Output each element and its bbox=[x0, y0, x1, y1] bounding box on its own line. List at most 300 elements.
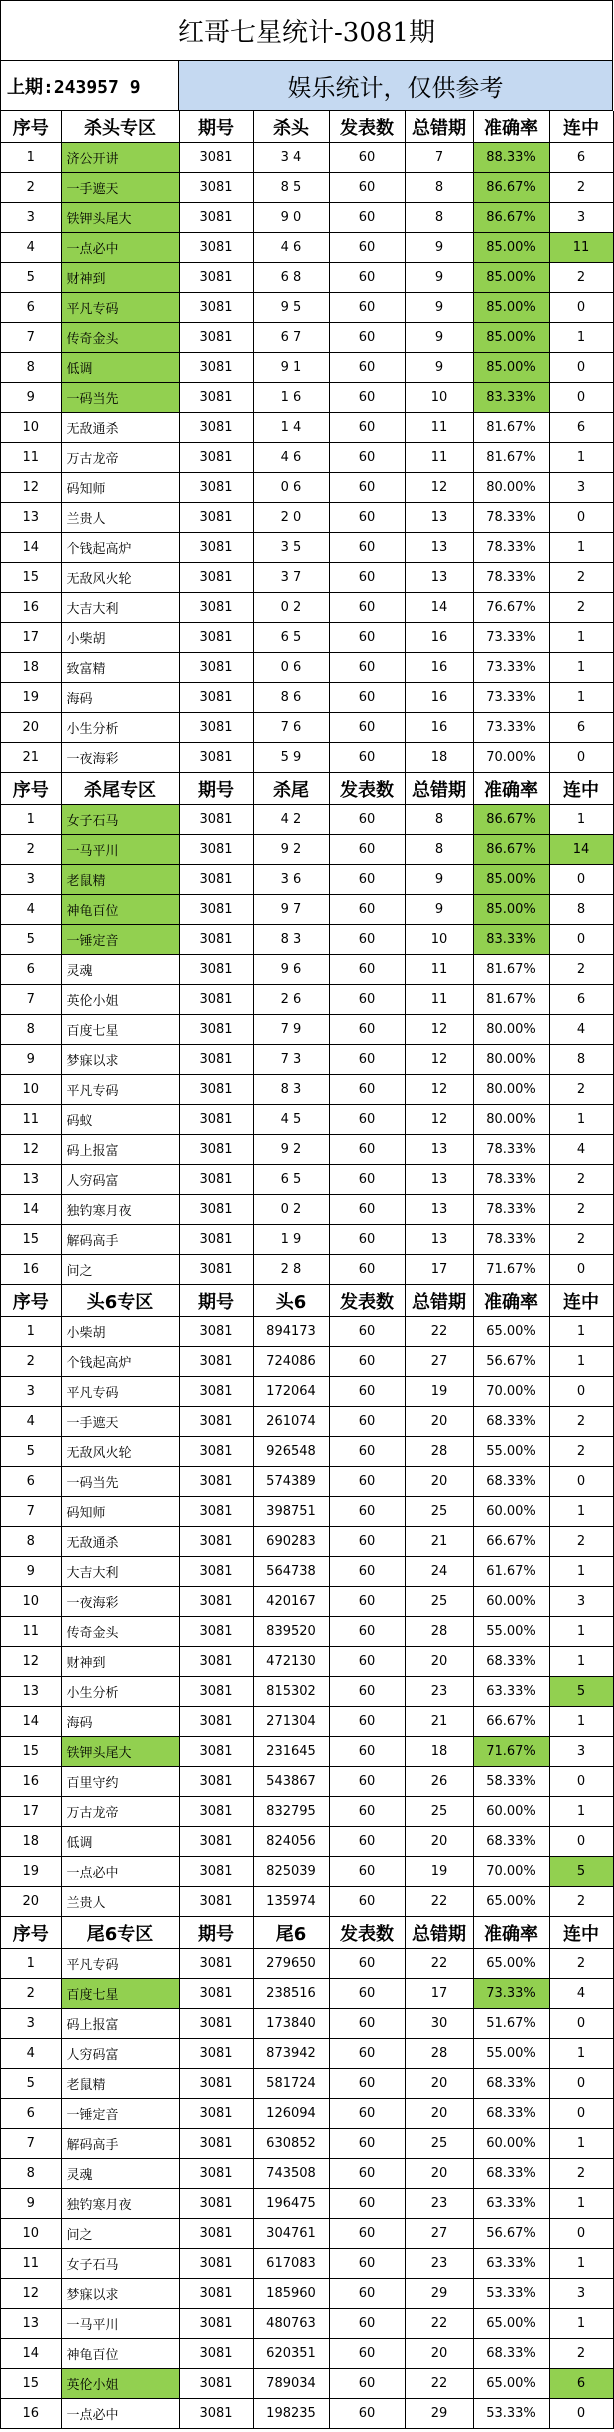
win-streak-cell: 1 bbox=[549, 2189, 613, 2219]
error-count-cell: 22 bbox=[405, 1317, 473, 1347]
row-number-cell: 11 bbox=[1, 1617, 61, 1647]
win-streak-cell: 0 bbox=[549, 743, 613, 773]
post-count-cell: 60 bbox=[329, 533, 405, 563]
table-row bbox=[1, 2309, 613, 2339]
pick-value-cell: 1 6 bbox=[253, 383, 329, 413]
pick-value-cell: 543867 bbox=[253, 1767, 329, 1797]
pick-value-cell: 4 2 bbox=[253, 805, 329, 835]
accuracy-rate-cell: 80.00% bbox=[473, 1015, 549, 1045]
post-count-cell: 60 bbox=[329, 2129, 405, 2159]
row-number-cell: 21 bbox=[1, 743, 61, 773]
expert-name-cell: 兰贵人 bbox=[61, 503, 179, 533]
expert-name-cell: 一夜海彩 bbox=[61, 743, 179, 773]
table-row bbox=[1, 1407, 613, 1437]
row-number-cell: 4 bbox=[1, 2039, 61, 2069]
post-count-cell: 60 bbox=[329, 293, 405, 323]
row-number-cell: 8 bbox=[1, 1015, 61, 1045]
last-issue-result: 上期:243957 9 bbox=[1, 61, 179, 110]
row-number-cell: 12 bbox=[1, 1135, 61, 1165]
table-row bbox=[1, 2399, 613, 2429]
row-number-cell: 1 bbox=[1, 143, 61, 173]
win-streak-cell: 3 bbox=[549, 1587, 613, 1617]
win-streak-cell: 5 bbox=[549, 1677, 613, 1707]
pick-value-cell: 824056 bbox=[253, 1827, 329, 1857]
expert-name-cell: 解码高手 bbox=[61, 2129, 179, 2159]
accuracy-rate-cell: 85.00% bbox=[473, 233, 549, 263]
win-streak-cell: 1 bbox=[549, 2129, 613, 2159]
row-number-cell: 2 bbox=[1, 173, 61, 203]
issue-number-cell: 3081 bbox=[179, 1347, 253, 1377]
column-header-error-count: 总错期 bbox=[405, 773, 473, 805]
pick-value-cell: 9 1 bbox=[253, 353, 329, 383]
win-streak-cell: 0 bbox=[549, 503, 613, 533]
post-count-cell: 60 bbox=[329, 2159, 405, 2189]
row-number-cell: 13 bbox=[1, 503, 61, 533]
row-number-cell: 6 bbox=[1, 955, 61, 985]
pick-value-cell: 3 6 bbox=[253, 865, 329, 895]
issue-number-cell: 3081 bbox=[179, 2249, 253, 2279]
pick-value-cell: 630852 bbox=[253, 2129, 329, 2159]
issue-number-cell: 3081 bbox=[179, 1677, 253, 1707]
post-count-cell: 60 bbox=[329, 1527, 405, 1557]
expert-name-cell: 人穷码富 bbox=[61, 1165, 179, 1195]
table-row bbox=[1, 2369, 613, 2399]
win-streak-cell: 4 bbox=[549, 1979, 613, 2009]
issue-number-cell: 3081 bbox=[179, 713, 253, 743]
row-number-cell: 12 bbox=[1, 473, 61, 503]
table-row bbox=[1, 895, 613, 925]
accuracy-rate-cell: 73.33% bbox=[473, 1979, 549, 2009]
accuracy-rate-cell: 78.33% bbox=[473, 1165, 549, 1195]
post-count-cell: 60 bbox=[329, 593, 405, 623]
win-streak-cell: 6 bbox=[549, 143, 613, 173]
column-header-post-count: 发表数 bbox=[329, 773, 405, 805]
error-count-cell: 8 bbox=[405, 173, 473, 203]
table-row bbox=[1, 233, 613, 263]
accuracy-rate-cell: 86.67% bbox=[473, 173, 549, 203]
pick-value-cell: 135974 bbox=[253, 1887, 329, 1917]
error-count-cell: 21 bbox=[405, 1707, 473, 1737]
issue-number-cell: 3081 bbox=[179, 1317, 253, 1347]
row-number-cell: 20 bbox=[1, 1887, 61, 1917]
post-count-cell: 60 bbox=[329, 1165, 405, 1195]
post-count-cell: 60 bbox=[329, 835, 405, 865]
column-header-post-count: 发表数 bbox=[329, 111, 405, 143]
issue-number-cell: 3081 bbox=[179, 1887, 253, 1917]
column-header-accuracy-rate: 准确率 bbox=[473, 1285, 549, 1317]
issue-number-cell: 3081 bbox=[179, 683, 253, 713]
pick-value-cell: 185960 bbox=[253, 2279, 329, 2309]
page-title: 红哥七星统计-3081期 bbox=[1, 1, 613, 61]
win-streak-cell: 2 bbox=[549, 2339, 613, 2369]
issue-number-cell: 3081 bbox=[179, 1737, 253, 1767]
error-count-cell: 11 bbox=[405, 985, 473, 1015]
column-header-expert-name: 杀头专区 bbox=[61, 111, 179, 143]
row-number-cell: 16 bbox=[1, 1767, 61, 1797]
column-header-post-count: 发表数 bbox=[329, 1285, 405, 1317]
row-number-cell: 4 bbox=[1, 895, 61, 925]
issue-number-cell: 3081 bbox=[179, 1587, 253, 1617]
pick-value-cell: 832795 bbox=[253, 1797, 329, 1827]
table-row bbox=[1, 805, 613, 835]
expert-name-cell: 海码 bbox=[61, 1707, 179, 1737]
expert-name-cell: 独钓寒月夜 bbox=[61, 2189, 179, 2219]
win-streak-cell: 4 bbox=[549, 1015, 613, 1045]
issue-number-cell: 3081 bbox=[179, 985, 253, 1015]
pick-value-cell: 789034 bbox=[253, 2369, 329, 2399]
table-row bbox=[1, 1015, 613, 1045]
win-streak-cell: 1 bbox=[549, 1557, 613, 1587]
pick-value-cell: 271304 bbox=[253, 1707, 329, 1737]
expert-name-cell: 铁钾头尾大 bbox=[61, 1737, 179, 1767]
win-streak-cell: 1 bbox=[549, 1347, 613, 1377]
issue-number-cell: 3081 bbox=[179, 653, 253, 683]
stats-table bbox=[1, 111, 614, 2429]
table-row bbox=[1, 1467, 613, 1497]
accuracy-rate-cell: 55.00% bbox=[473, 2039, 549, 2069]
expert-name-cell: 一点必中 bbox=[61, 2399, 179, 2429]
section-header-row bbox=[1, 111, 613, 143]
expert-name-cell: 百里守约 bbox=[61, 1767, 179, 1797]
table-row bbox=[1, 383, 613, 413]
accuracy-rate-cell: 60.00% bbox=[473, 1587, 549, 1617]
expert-name-cell: 财神到 bbox=[61, 1647, 179, 1677]
post-count-cell: 60 bbox=[329, 413, 405, 443]
issue-number-cell: 3081 bbox=[179, 1075, 253, 1105]
accuracy-rate-cell: 81.67% bbox=[473, 955, 549, 985]
issue-number-cell: 3081 bbox=[179, 2219, 253, 2249]
expert-name-cell: 一点必中 bbox=[61, 1857, 179, 1887]
table-row bbox=[1, 835, 613, 865]
accuracy-rate-cell: 53.33% bbox=[473, 2399, 549, 2429]
expert-name-cell: 低调 bbox=[61, 353, 179, 383]
expert-name-cell: 海码 bbox=[61, 683, 179, 713]
column-header-pick-value: 杀头 bbox=[253, 111, 329, 143]
error-count-cell: 7 bbox=[405, 143, 473, 173]
row-number-cell: 20 bbox=[1, 713, 61, 743]
row-number-cell: 11 bbox=[1, 443, 61, 473]
error-count-cell: 27 bbox=[405, 2219, 473, 2249]
error-count-cell: 9 bbox=[405, 865, 473, 895]
accuracy-rate-cell: 86.67% bbox=[473, 805, 549, 835]
win-streak-cell: 1 bbox=[549, 805, 613, 835]
win-streak-cell: 0 bbox=[549, 1377, 613, 1407]
win-streak-cell: 3 bbox=[549, 203, 613, 233]
table-row bbox=[1, 1135, 613, 1165]
win-streak-cell: 0 bbox=[549, 2099, 613, 2129]
pick-value-cell: 894173 bbox=[253, 1317, 329, 1347]
expert-name-cell: 万古龙帝 bbox=[61, 1797, 179, 1827]
win-streak-cell: 6 bbox=[549, 413, 613, 443]
issue-number-cell: 3081 bbox=[179, 895, 253, 925]
pick-value-cell: 5 9 bbox=[253, 743, 329, 773]
accuracy-rate-cell: 55.00% bbox=[473, 1437, 549, 1467]
error-count-cell: 28 bbox=[405, 1617, 473, 1647]
error-count-cell: 29 bbox=[405, 2399, 473, 2429]
issue-number-cell: 3081 bbox=[179, 1827, 253, 1857]
win-streak-cell: 0 bbox=[549, 2399, 613, 2429]
expert-name-cell: 码上报富 bbox=[61, 1135, 179, 1165]
issue-number-cell: 3081 bbox=[179, 1467, 253, 1497]
row-number-cell: 3 bbox=[1, 2009, 61, 2039]
error-count-cell: 9 bbox=[405, 323, 473, 353]
table-row bbox=[1, 1647, 613, 1677]
error-count-cell: 25 bbox=[405, 2129, 473, 2159]
win-streak-cell: 0 bbox=[549, 865, 613, 895]
issue-number-cell: 3081 bbox=[179, 2189, 253, 2219]
table-row bbox=[1, 293, 613, 323]
error-count-cell: 17 bbox=[405, 1255, 473, 1285]
table-row bbox=[1, 623, 613, 653]
post-count-cell: 60 bbox=[329, 895, 405, 925]
table-row bbox=[1, 2189, 613, 2219]
accuracy-rate-cell: 65.00% bbox=[473, 1949, 549, 1979]
table-row bbox=[1, 1347, 613, 1377]
table-row bbox=[1, 1949, 613, 1979]
pick-value-cell: 2 0 bbox=[253, 503, 329, 533]
expert-name-cell: 兰贵人 bbox=[61, 1887, 179, 1917]
table-row bbox=[1, 1617, 613, 1647]
win-streak-cell: 1 bbox=[549, 2309, 613, 2339]
post-count-cell: 60 bbox=[329, 2009, 405, 2039]
row-number-cell: 18 bbox=[1, 1827, 61, 1857]
row-number-cell: 5 bbox=[1, 925, 61, 955]
post-count-cell: 60 bbox=[329, 1979, 405, 2009]
row-number-cell: 4 bbox=[1, 233, 61, 263]
pick-value-cell: 198235 bbox=[253, 2399, 329, 2429]
post-count-cell: 60 bbox=[329, 383, 405, 413]
win-streak-cell: 0 bbox=[549, 925, 613, 955]
expert-name-cell: 致富精 bbox=[61, 653, 179, 683]
issue-number-cell: 3081 bbox=[179, 1857, 253, 1887]
issue-number-cell: 3081 bbox=[179, 1377, 253, 1407]
column-header-issue-number: 期号 bbox=[179, 1285, 253, 1317]
row-number-cell: 10 bbox=[1, 413, 61, 443]
post-count-cell: 60 bbox=[329, 2309, 405, 2339]
post-count-cell: 60 bbox=[329, 503, 405, 533]
pick-value-cell: 724086 bbox=[253, 1347, 329, 1377]
row-number-cell: 1 bbox=[1, 805, 61, 835]
post-count-cell: 60 bbox=[329, 203, 405, 233]
table-row bbox=[1, 1857, 613, 1887]
accuracy-rate-cell: 55.00% bbox=[473, 1617, 549, 1647]
post-count-cell: 60 bbox=[329, 713, 405, 743]
pick-value-cell: 9 7 bbox=[253, 895, 329, 925]
row-number-cell: 13 bbox=[1, 1165, 61, 1195]
post-count-cell: 60 bbox=[329, 1707, 405, 1737]
issue-number-cell: 3081 bbox=[179, 143, 253, 173]
win-streak-cell: 0 bbox=[549, 293, 613, 323]
error-count-cell: 12 bbox=[405, 1075, 473, 1105]
accuracy-rate-cell: 78.33% bbox=[473, 503, 549, 533]
expert-name-cell: 平凡专码 bbox=[61, 293, 179, 323]
pick-value-cell: 8 6 bbox=[253, 683, 329, 713]
accuracy-rate-cell: 68.33% bbox=[473, 2099, 549, 2129]
table-row bbox=[1, 713, 613, 743]
accuracy-rate-cell: 78.33% bbox=[473, 1195, 549, 1225]
table-row bbox=[1, 2129, 613, 2159]
issue-number-cell: 3081 bbox=[179, 173, 253, 203]
row-number-cell: 9 bbox=[1, 2189, 61, 2219]
expert-name-cell: 大吉大利 bbox=[61, 1557, 179, 1587]
win-streak-cell: 2 bbox=[549, 563, 613, 593]
row-number-cell: 14 bbox=[1, 1707, 61, 1737]
accuracy-rate-cell: 65.00% bbox=[473, 1317, 549, 1347]
pick-value-cell: 172064 bbox=[253, 1377, 329, 1407]
win-streak-cell: 0 bbox=[549, 1767, 613, 1797]
error-count-cell: 28 bbox=[405, 2039, 473, 2069]
post-count-cell: 60 bbox=[329, 1767, 405, 1797]
post-count-cell: 60 bbox=[329, 1737, 405, 1767]
post-count-cell: 60 bbox=[329, 353, 405, 383]
issue-number-cell: 3081 bbox=[179, 1497, 253, 1527]
error-count-cell: 20 bbox=[405, 1467, 473, 1497]
win-streak-cell: 1 bbox=[549, 1647, 613, 1677]
row-number-cell: 18 bbox=[1, 653, 61, 683]
accuracy-rate-cell: 68.33% bbox=[473, 1647, 549, 1677]
table-row bbox=[1, 1255, 613, 1285]
error-count-cell: 9 bbox=[405, 263, 473, 293]
pick-value-cell: 8 3 bbox=[253, 925, 329, 955]
accuracy-rate-cell: 68.33% bbox=[473, 2069, 549, 2099]
win-streak-cell: 8 bbox=[549, 895, 613, 925]
win-streak-cell: 6 bbox=[549, 2369, 613, 2399]
accuracy-rate-cell: 65.00% bbox=[473, 2369, 549, 2399]
expert-name-cell: 问之 bbox=[61, 2219, 179, 2249]
accuracy-rate-cell: 61.67% bbox=[473, 1557, 549, 1587]
post-count-cell: 60 bbox=[329, 1617, 405, 1647]
issue-number-cell: 3081 bbox=[179, 2399, 253, 2429]
row-number-cell: 5 bbox=[1, 1437, 61, 1467]
error-count-cell: 11 bbox=[405, 443, 473, 473]
expert-name-cell: 一点必中 bbox=[61, 233, 179, 263]
row-number-cell: 14 bbox=[1, 1195, 61, 1225]
expert-name-cell: 平凡专码 bbox=[61, 1075, 179, 1105]
error-count-cell: 12 bbox=[405, 1045, 473, 1075]
row-number-cell: 4 bbox=[1, 1407, 61, 1437]
issue-number-cell: 3081 bbox=[179, 1707, 253, 1737]
column-header-win-streak: 连中 bbox=[549, 1285, 613, 1317]
row-number-cell: 12 bbox=[1, 2279, 61, 2309]
column-header-row-number: 序号 bbox=[1, 1917, 61, 1949]
column-header-win-streak: 连中 bbox=[549, 111, 613, 143]
pick-value-cell: 581724 bbox=[253, 2069, 329, 2099]
issue-number-cell: 3081 bbox=[179, 323, 253, 353]
error-count-cell: 14 bbox=[405, 593, 473, 623]
issue-number-cell: 3081 bbox=[179, 2279, 253, 2309]
pick-value-cell: 2 6 bbox=[253, 985, 329, 1015]
table-row bbox=[1, 2279, 613, 2309]
error-count-cell: 25 bbox=[405, 1497, 473, 1527]
expert-name-cell: 一手遮天 bbox=[61, 173, 179, 203]
table-row bbox=[1, 2039, 613, 2069]
column-header-pick-value: 尾6 bbox=[253, 1917, 329, 1949]
post-count-cell: 60 bbox=[329, 805, 405, 835]
post-count-cell: 60 bbox=[329, 1347, 405, 1377]
win-streak-cell: 6 bbox=[549, 985, 613, 1015]
accuracy-rate-cell: 58.33% bbox=[473, 1767, 549, 1797]
row-number-cell: 9 bbox=[1, 1557, 61, 1587]
accuracy-rate-cell: 73.33% bbox=[473, 683, 549, 713]
expert-name-cell: 梦寐以求 bbox=[61, 1045, 179, 1075]
expert-name-cell: 英伦小姐 bbox=[61, 2369, 179, 2399]
accuracy-rate-cell: 53.33% bbox=[473, 2279, 549, 2309]
issue-number-cell: 3081 bbox=[179, 1407, 253, 1437]
accuracy-rate-cell: 88.33% bbox=[473, 143, 549, 173]
pick-value-cell: 398751 bbox=[253, 1497, 329, 1527]
pick-value-cell: 6 7 bbox=[253, 323, 329, 353]
post-count-cell: 60 bbox=[329, 2279, 405, 2309]
accuracy-rate-cell: 71.67% bbox=[473, 1255, 549, 1285]
table-row bbox=[1, 593, 613, 623]
win-streak-cell: 2 bbox=[549, 1075, 613, 1105]
error-count-cell: 22 bbox=[405, 2309, 473, 2339]
win-streak-cell: 0 bbox=[549, 1255, 613, 1285]
win-streak-cell: 2 bbox=[549, 1887, 613, 1917]
expert-name-cell: 传奇金头 bbox=[61, 1617, 179, 1647]
pick-value-cell: 7 9 bbox=[253, 1015, 329, 1045]
expert-name-cell: 平凡专码 bbox=[61, 1377, 179, 1407]
error-count-cell: 20 bbox=[405, 2159, 473, 2189]
accuracy-rate-cell: 86.67% bbox=[473, 835, 549, 865]
post-count-cell: 60 bbox=[329, 2219, 405, 2249]
post-count-cell: 60 bbox=[329, 1949, 405, 1979]
post-count-cell: 60 bbox=[329, 2339, 405, 2369]
pick-value-cell: 743508 bbox=[253, 2159, 329, 2189]
table-row bbox=[1, 503, 613, 533]
accuracy-rate-cell: 71.67% bbox=[473, 1737, 549, 1767]
error-count-cell: 22 bbox=[405, 1887, 473, 1917]
expert-name-cell: 码知师 bbox=[61, 473, 179, 503]
table-row bbox=[1, 143, 613, 173]
issue-number-cell: 3081 bbox=[179, 503, 253, 533]
column-header-row-number: 序号 bbox=[1, 773, 61, 805]
accuracy-rate-cell: 60.00% bbox=[473, 1797, 549, 1827]
row-number-cell: 8 bbox=[1, 1527, 61, 1557]
column-header-issue-number: 期号 bbox=[179, 111, 253, 143]
error-count-cell: 8 bbox=[405, 805, 473, 835]
accuracy-rate-cell: 70.00% bbox=[473, 1857, 549, 1887]
issue-number-cell: 3081 bbox=[179, 1015, 253, 1045]
win-streak-cell: 2 bbox=[549, 1527, 613, 1557]
column-header-expert-name: 头6专区 bbox=[61, 1285, 179, 1317]
post-count-cell: 60 bbox=[329, 1557, 405, 1587]
post-count-cell: 60 bbox=[329, 1677, 405, 1707]
expert-name-cell: 万古龙帝 bbox=[61, 443, 179, 473]
error-count-cell: 11 bbox=[405, 413, 473, 443]
accuracy-rate-cell: 68.33% bbox=[473, 2339, 549, 2369]
issue-number-cell: 3081 bbox=[179, 1225, 253, 1255]
expert-name-cell: 低调 bbox=[61, 1827, 179, 1857]
expert-name-cell: 一码当先 bbox=[61, 1467, 179, 1497]
issue-number-cell: 3081 bbox=[179, 925, 253, 955]
table-row bbox=[1, 1887, 613, 1917]
pick-value-cell: 238516 bbox=[253, 1979, 329, 2009]
expert-name-cell: 老鼠精 bbox=[61, 865, 179, 895]
issue-number-cell: 3081 bbox=[179, 263, 253, 293]
pick-value-cell: 1 9 bbox=[253, 1225, 329, 1255]
accuracy-rate-cell: 78.33% bbox=[473, 533, 549, 563]
win-streak-cell: 1 bbox=[549, 323, 613, 353]
error-count-cell: 16 bbox=[405, 713, 473, 743]
table-row bbox=[1, 533, 613, 563]
expert-name-cell: 人穷码富 bbox=[61, 2039, 179, 2069]
pick-value-cell: 6 5 bbox=[253, 623, 329, 653]
win-streak-cell: 1 bbox=[549, 1797, 613, 1827]
error-count-cell: 12 bbox=[405, 473, 473, 503]
expert-name-cell: 无敌风火轮 bbox=[61, 563, 179, 593]
row-number-cell: 7 bbox=[1, 323, 61, 353]
